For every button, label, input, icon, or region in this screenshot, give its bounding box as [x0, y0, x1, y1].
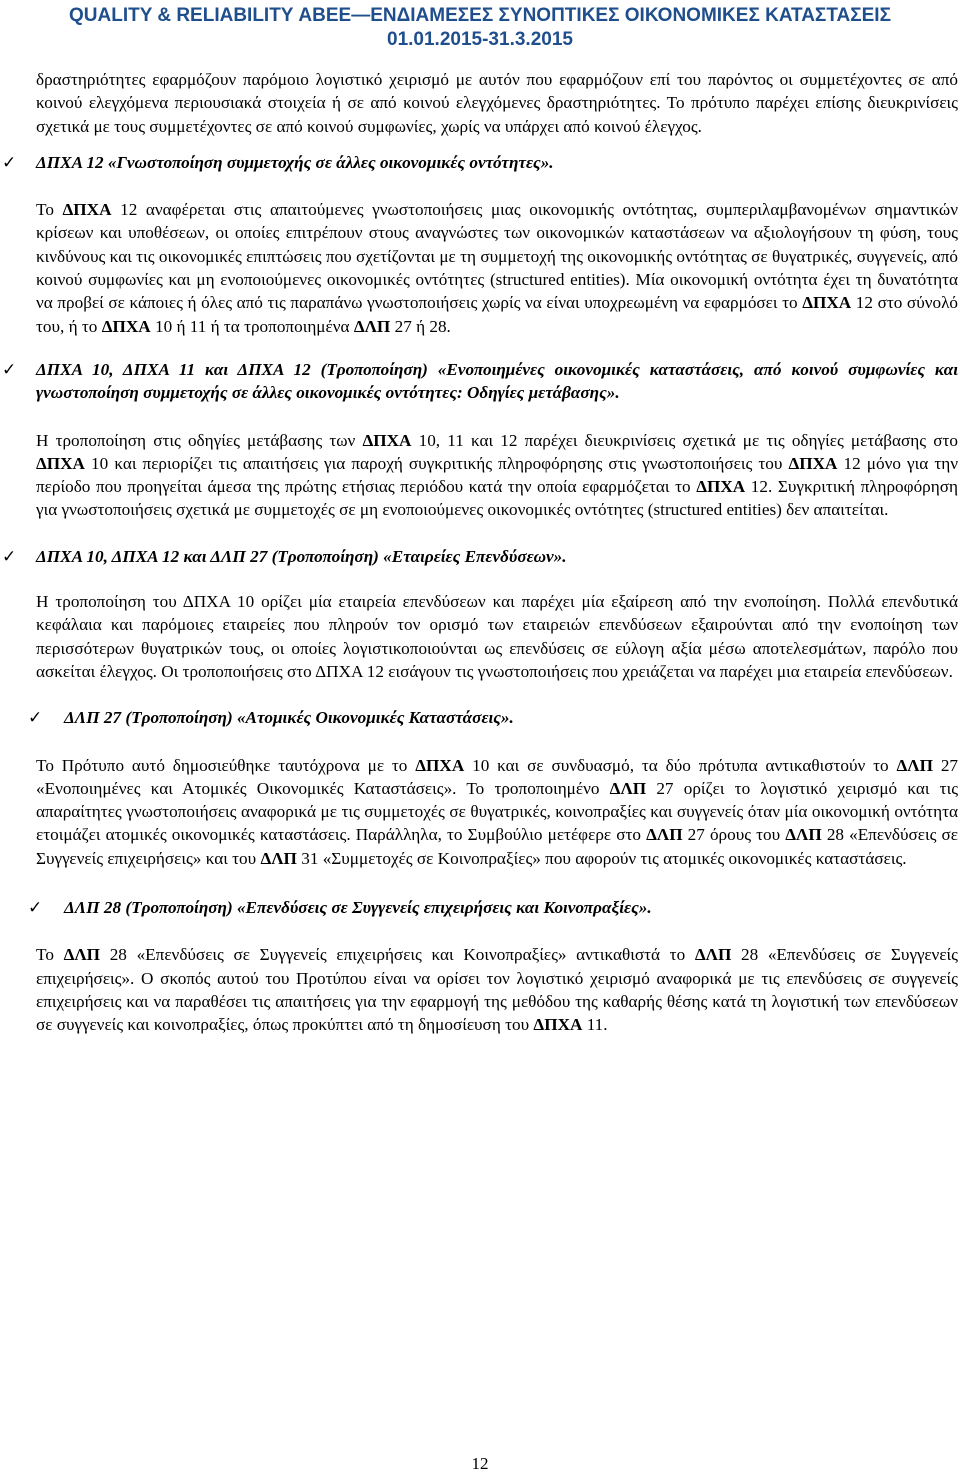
header-title: QUALITY & RELIABILITY ΑΒΕΕ—ΕΝΔΙΑΜΕΣΕΣ ΣΥΝΟΠΤΙΚΕΣ ΟΙΚΟΝΟΜΙΚΕΣ ΚΑΤΑΣΤΑΣΕΙΣ: [69, 5, 891, 26]
check-icon: ✓: [28, 708, 43, 728]
bullet-heading-transition: [2, 358, 958, 405]
header-period: 01.01.2015-31.3.2015: [387, 29, 573, 50]
paragraph-ias27: Το Πρότυπο αυτό δημοσιεύθηκε ταυτόχρονα με το ΔΠΧΑ 10 και σε συνδυασμό, τα δύο πρότυπα αντικαθιστούν το ΔΛΠ 27 «Ενοποιημένες και Ατομικές Οικονομικές Καταστάσεις». Το τροποποιημένο ΔΛΠ 27 ορίζει το λογιστικό χειρισμό και τις απαραίτητες γνωστοποιήσεις αναφορικά με τις συμμετοχές σε θυγατρικές, κοινοπραξίες και συγγενείς όταν μία οικονομική οντότητα ετοιμάζει ατομικές οικονομικές καταστάσεις. Παράλληλα, το Συμβούλιο μετέφερε στο ΔΛΠ 27 όρους του ΔΛΠ 28 «Επενδύσεις σε Συγγενείς επιχειρήσεις» και του ΔΛΠ 31 «Συμμετοχές σε Κοινοπραξίες» που αφορούν τις ατομικές οικονομικές καταστάσεις.: [36, 755, 958, 868]
bullet-heading-ias28: [28, 896, 958, 919]
paragraph-ifrs12: Το ΔΠΧΑ 12 αναφέρεται στις απαιτούμενες γνωστοποιήσεις μιας οικονομικής οντότητας, συμπεριλαμβανομένων σημαντικών κρίσεων και υποθέσεων, οι οποίες επιτρέπουν στους αναγνώστες των οικονομικών καταστάσεων να αξιολογήσουν τη φύση, τους κινδύνους και τις οικονομικές επιπτώσεις που σχετίζονται με τη συμμετοχή της οικονομικής οντότητας σε θυγατρικές, συγγενείς, από κοινού συμφωνίες και μη ενοποιούμενες οικονομικές οντότητες (structured entities). Μία οικονομική οντότητα έχει τη δυνατότητα να προβεί σε κάποιες ή όλες από τις παραπάνω γνωστοποιήσεις χωρίς να είναι υποχρεωμένη να εφαρμόσει το ΔΠΧΑ 12 στο σύνολό του, ή το ΔΠΧΑ 10 ή 11 ή τα τροποποιημένα ΔΛΠ 27 ή 28.: [36, 200, 958, 336]
paragraph-investment-entities: Η τροποποίηση του ΔΠΧΑ 10 ορίζει μία εταιρεία επενδύσεων και παρέχει μία εξαίρεση από την ενοποίηση. Πολλά επενδυτικά κεφάλαια και παρόμοιες εταιρείες που πληρούν τον ορισμό των εταιρειών επενδύσεων εξαιρούνται από την ενοποίηση των περισσότερων θυγατρικών τους, οι οποίες λογιστικοποιούνται ως επενδύσεις σε εύλογη αξία μέσω αποτελεσμάτων, παρόλο που ασκείται έλεγχος. Οι τροποποιήσεις στο ΔΠΧΑ 12 εισάγουν τις γνωστοποιήσεις που χρειάζεται να παρέχει μια εταιρεία επενδύσεων.: [36, 592, 958, 681]
heading-text: ΔΠΧΑ 10, ΔΠΧΑ 12 και ΔΛΠ 27 (Τροποποίηση) «Εταιρείες Επενδύσεων».: [36, 546, 567, 566]
heading-text: ΔΛΠ 28 (Τροποποίηση) «Επενδύσεις σε Συγγενείς επιχειρήσεις και Κοινοπραξίες».: [64, 898, 652, 918]
page-number: 12: [471, 1454, 489, 1473]
bullet-heading-ifrs12: [2, 151, 958, 174]
check-icon: ✓: [28, 898, 43, 918]
heading-text: ΔΠΧΑ 10, ΔΠΧΑ 11 και ΔΠΧΑ 12 (Τροποποίηση) «Ενοποιημένες οικονομικές καταστάσεις, από κοινού συμφωνίες και γνωστοποίηση συμμετοχής σε άλλες οικονομικές οντότητες: Οδηγίες μετάβασης».: [36, 359, 958, 403]
bullet-heading-investment-entities: [2, 545, 958, 568]
bullet-heading-ias27: [28, 706, 958, 729]
check-icon: ✓: [2, 152, 17, 172]
document-body: [2, 68, 958, 1037]
check-icon: ✓: [2, 546, 17, 566]
check-icon: ✓: [2, 359, 17, 379]
paragraph-transition: Η τροποποίηση στις οδηγίες μετάβασης των ΔΠΧΑ 10, 11 και 12 παρέχει διευκρινίσεις σχετικά με τις οδηγίες μετάβασης στο ΔΠΧΑ 10 και περιορίζει τις απαιτήσεις για παροχή συγκριτικής πληροφόρησης στις γνωστοποιήσεις του ΔΠΧΑ 12 μόνο για την περίοδο που προηγείται άμεσα της πρώτης ετήσιας περιόδου κατά την οποία εφαρμόζεται το ΔΠΧΑ 12. Συγκριτική πληροφόρηση για γνωστοποιήσεις σχετικά με συμμετοχές σε μη ενοποιούμενες οικονομικές οντότητες (structured entities) δεν απαιτείται.: [36, 430, 958, 520]
paragraph-1: δραστηριότητες εφαρμόζουν παρόμοιο λογιστικό χειρισμό με αυτόν που εφαρμόζουν επί του παρόντος οι συμμετέχοντες σε από κοινού ελεγχόμενα περιουσιακά στοιχεία ή σε από κοινού ελεγχόμενες δραστηριότητες. Το πρότυπο παρέχει επίσης διευκρινίσεις σχετικά με τους συμμετέχοντες σε από κοινού συμφωνίες, χωρίς να υπάρχει από κοινού έλεγχος.: [36, 70, 958, 136]
paragraph-ias28: Το ΔΛΠ 28 «Επενδύσεις σε Συγγενείς επιχειρήσεις και Κοινοπραξίες» αντικαθιστά το ΔΛΠ 28 «Επενδύσεις σε Συγγενείς επιχειρήσεις». Ο σκοπός αυτού του Προτύπου είναι να ορίσει τον λογιστικό χειρισμό αναφορικά με τις επενδύσεις σε συγγενείς επιχειρήσεις και να παραθέσει τις απαιτήσεις για την εφαρμογή της μεθόδου της καθαρής θέσης κατά τη λογιστική των επενδύσεων σε συγγενείς και κοινοπραξίες, όπως προκύπτει από τη δημοσίευση του ΔΠΧΑ 11.: [36, 945, 958, 1035]
page-header: [0, 4, 960, 52]
heading-text: ΔΛΠ 27 (Τροποποίηση) «Ατομικές Οικονομικές Καταστάσεις».: [64, 708, 514, 728]
heading-text: ΔΠΧΑ 12 «Γνωστοποίηση συμμετοχής σε άλλες οικονομικές οντότητες».: [36, 152, 554, 172]
